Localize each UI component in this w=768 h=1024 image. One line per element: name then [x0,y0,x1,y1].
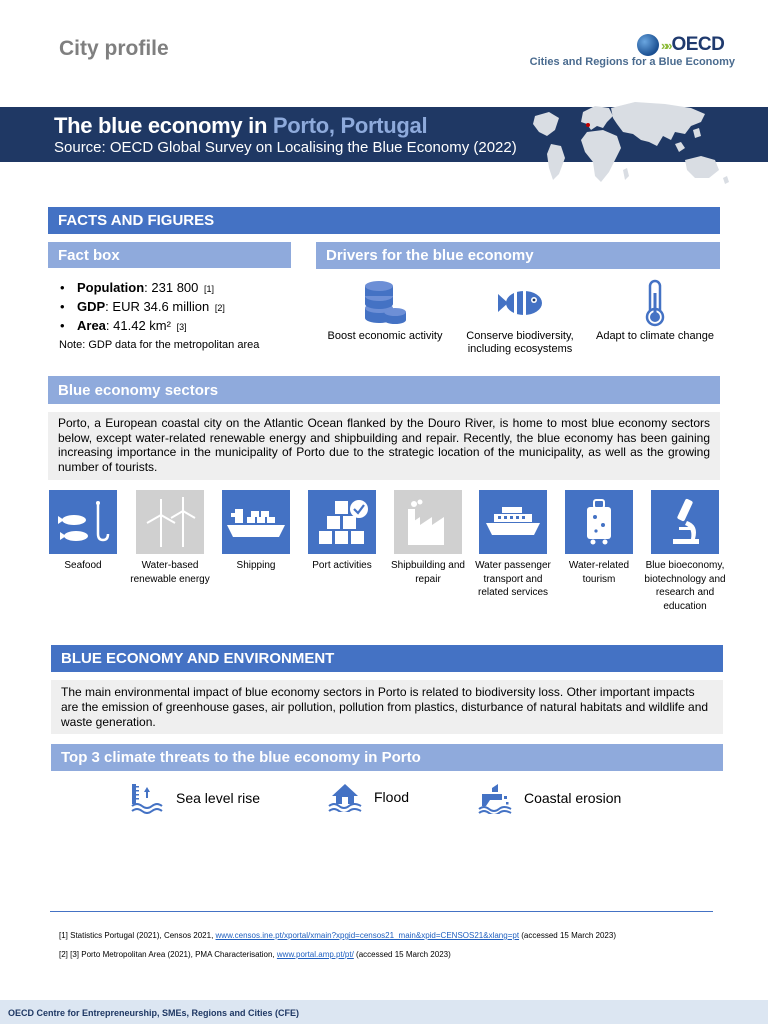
oecd-logo [637,33,737,57]
section-facts-and-figures: FACTS AND FIGURES [48,207,720,234]
tile-water-passenger-transport [479,490,547,554]
section-blue-economy-and-environment: BLUE ECONOMY AND ENVIRONMENT [51,645,723,672]
driver-label: Adapt to climate change [595,330,715,342]
fact-list [60,279,225,336]
tile-label-passenger-transport: Water passenger transport and related services [475,560,551,598]
page-footer: OECD Centre for Entrepreneurship, SMEs, Regions and Cities (CFE) [0,1000,768,1024]
banner-title-prefix: The blue economy in [54,113,273,138]
tile-water-related-tourism [565,490,633,554]
world-map-icon [525,98,743,194]
threat-label: Coastal erosion [524,790,622,806]
tile-label-tourism: Water-related tourism [568,560,630,585]
boxes-icon [315,497,369,547]
tile-shipbuilding-and-repair [394,490,462,554]
footnote-divider [50,911,713,912]
footnote-2-link[interactable]: www.portal.amp.pt/pt/ [276,950,354,959]
sea-level-icon [130,782,164,814]
tile-seafood [49,490,117,554]
fish-hook-icon [56,500,110,544]
tile-label-renewable-energy: Water-based renewable energy [130,560,210,585]
flood-icon [328,782,362,812]
drivers-header: Drivers for the blue economy [316,242,720,269]
banner-title-place: Porto, Portugal [272,113,428,138]
suitcase-icon [584,498,614,546]
sectors-description: Porto, a European coastal city on the Atlantic Ocean flanked by the Douro River, is home to most blue economy sectors below, except water-related renewable energy and shipbuilding and repair. Recently, the blue economy has been gaining increasing importance in the municipality of Porto due to the strategic location of the municipality, as well as the growing number of tourists. [48,412,720,480]
footnote-2: [2] [3] Porto Metropolitan Area (2021), PMA Characterisation, www.portal.amp.pt/pt/ (accessed 15 March 2023) [59,950,451,959]
banner-source: Source: OECD Global Survey on Localising the Blue Economy (2022) [54,139,517,156]
footnote-1: [1] Statistics Portugal (2021), Censos 2021, www.censos.ine.pt/xportal/xmain?xpgid=censos21_main&xpid=CENSOS21&xlang=pt (accessed 15 March 2023) [59,931,616,940]
fact-item-area: • Area: 41.42 km² [3] [60,317,225,336]
threat-flood [328,782,409,812]
tile-water-based-renewable-energy [136,490,204,554]
driver-boost-economic-activity [320,279,450,343]
fish-icon [496,288,544,318]
cargo-ship-icon [227,505,285,539]
footnote-1-link[interactable]: www.censos.ine.pt/xportal/xmain?xpgid=censos21_main&xpid=CENSOS21&xlang=pt [215,931,520,940]
tile-shipping [222,490,290,554]
driver-conserve-biodiversity [455,279,585,356]
driver-label: Boost economic activity [327,330,443,342]
ferry-icon [484,505,542,539]
globe-icon [637,34,659,56]
tile-label-shipbuilding: Shipbuilding and repair [391,560,465,585]
oecd-subtitle: Cities and Regions for a Blue Economy [529,56,735,68]
tile-port-activities [308,490,376,554]
sectors-header: Blue economy sectors [48,376,720,404]
driver-adapt-to-climate-change [590,279,720,343]
threat-label: Sea level rise [176,790,261,806]
factory-icon [402,499,454,545]
environment-description: The main environmental impact of blue economy sectors in Porto is related to biodiversity loss. Other important impacts are the emission of greenhouse gases, air pollution, pollution from plastics, disturbance of natural habitats and wildlife and waste generation. [51,680,723,734]
threats-header: Top 3 climate threats to the blue economy in Porto [51,744,723,771]
fact-item-population: • Population: 231 800 [1] [60,279,225,298]
erosion-icon [478,782,512,814]
tile-blue-bioeconomy [651,490,719,554]
wind-turbine-icon [143,497,197,547]
banner-title [54,113,427,139]
tile-label-port-activities: Port activities [312,560,372,571]
tile-label-bioeconomy: Blue bioeconomy, biotechnology and research and education [644,560,726,612]
driver-label: Conserve biodiversity, including ecosystems [466,330,574,355]
thermometer-icon [643,279,667,327]
coins-icon [361,280,409,326]
tile-label-shipping: Shipping [236,560,276,571]
tile-label-seafood: Seafood [64,560,102,571]
threat-sea-level-rise [130,782,260,814]
oecd-wordmark: OECD [671,34,725,55]
microscope-icon [665,497,705,547]
threat-coastal-erosion [478,782,621,814]
chevrons-icon: »» [661,37,670,53]
facts-note: Note: GDP data for the metropolitan area [59,339,260,351]
page-title: City profile [59,37,169,60]
factbox-header: Fact box [48,242,291,268]
fact-item-gdp: • GDP: EUR 34.6 million [2] [60,298,225,317]
threat-label: Flood [374,789,410,805]
